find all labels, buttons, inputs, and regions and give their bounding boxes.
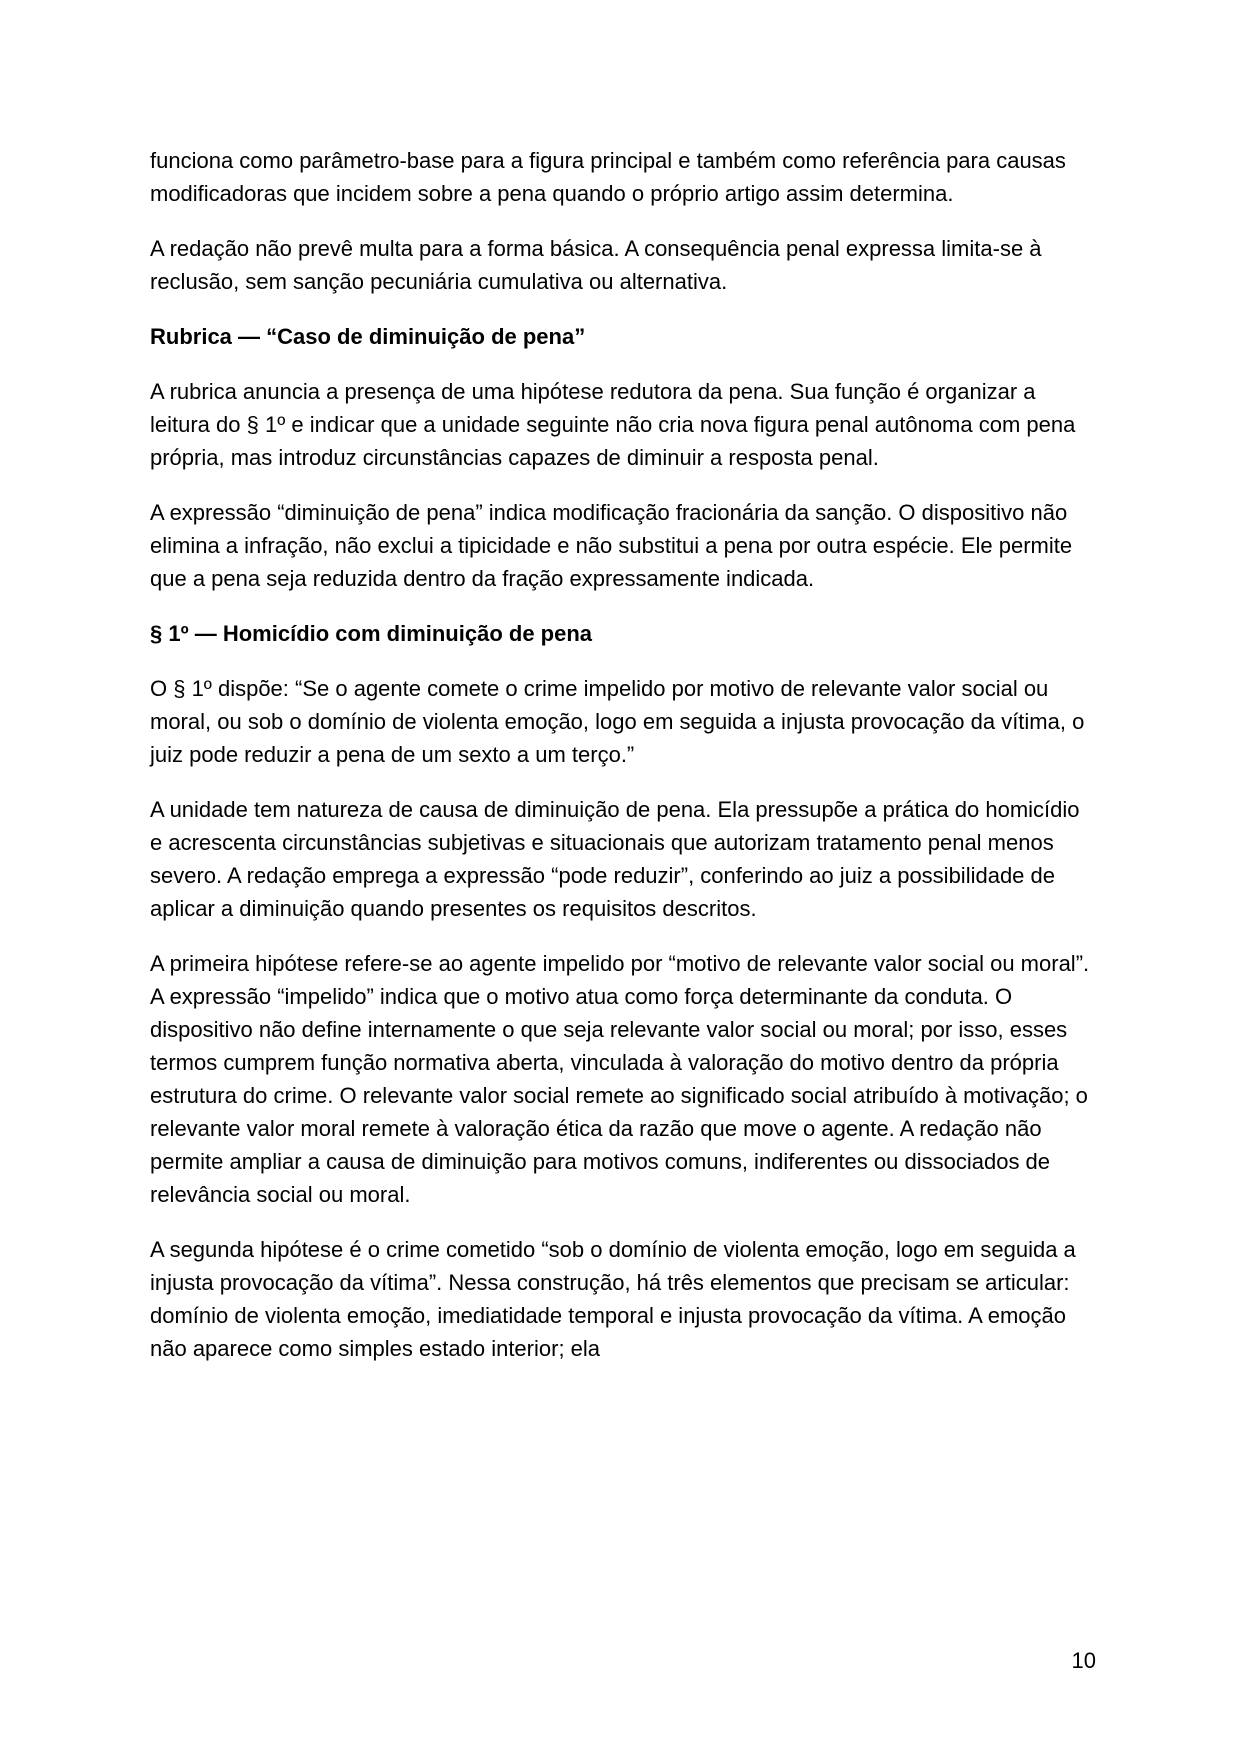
page-body bbox=[150, 144, 1094, 1387]
section-heading: § 1º — Homicídio com diminuição de pena bbox=[150, 621, 593, 646]
section-heading: Rubrica — “Caso de diminuição de pena” bbox=[150, 324, 586, 349]
page-number: 10 bbox=[1071, 1648, 1096, 1673]
paragraph: A primeira hipótese refere-se ao agente impelido por “motivo de relevante valor social ou moral”. A expressão “impelido” indica que o motivo atua como força determinante da conduta. O dispositivo não define internamente o que seja relevante valor social ou moral; por isso, esses termos cumprem função normativa aberta, vinculada à valoração do motivo dentro da própria estrutura do crime. O relevante valor social remete ao significado social atribuído à motivação; o relevante valor moral remete à valoração ética da razão que move o agente. A redação não permite ampliar a causa de diminuição para motivos comuns, indiferentes ou dissociados de relevância social ou moral. bbox=[150, 951, 1090, 1207]
paragraph: A segunda hipótese é o crime cometido “sob o domínio de violenta emoção, logo em seguida a injusta provocação da vítima”. Nessa construção, há três elementos que precisam se articular: domínio de violenta emoção, imediatidade temporal e injusta provocação da vítima. A emoção não aparece como simples estado interior; ela bbox=[150, 1237, 1076, 1361]
paragraph: funciona como parâmetro-base para a figura principal e também como referência para causas modificadoras que incidem sobre a pena quando o próprio artigo assim determina. bbox=[150, 148, 1066, 206]
paragraph: O § 1º dispõe: “Se o agente comete o crime impelido por motivo de relevante valor social ou moral, ou sob o domínio de violenta emoção, logo em seguida a injusta provocação da vítima, o juiz pode reduzir a pena de um sexto a um terço.” bbox=[150, 676, 1085, 767]
paragraph: A expressão “diminuição de pena” indica modificação fracionária da sanção. O dispositivo não elimina a infração, não exclui a tipicidade e não substitui a pena por outra espécie. Ele permite que a pena seja reduzida dentro da fração expressamente indicada. bbox=[150, 500, 1073, 591]
paragraph: A redação não prevê multa para a forma básica. A consequência penal expressa limita-se à reclusão, sem sanção pecuniária cumulativa ou alternativa. bbox=[150, 236, 1042, 294]
paragraph: A unidade tem natureza de causa de diminuição de pena. Ela pressupõe a prática do homicídio e acrescenta circunstâncias subjetivas e situacionais que autorizam tratamento penal menos severo. A redação emprega a expressão “pode reduzir”, conferindo ao juiz a possibilidade de aplicar a diminuição quando presentes os requisitos descritos. bbox=[150, 797, 1080, 921]
paragraph: A rubrica anuncia a presença de uma hipótese redutora da pena. Sua função é organizar a leitura do § 1º e indicar que a unidade seguinte não cria nova figura penal autônoma com pena própria, mas introduz circunstâncias capazes de diminuir a resposta penal. bbox=[150, 379, 1076, 470]
